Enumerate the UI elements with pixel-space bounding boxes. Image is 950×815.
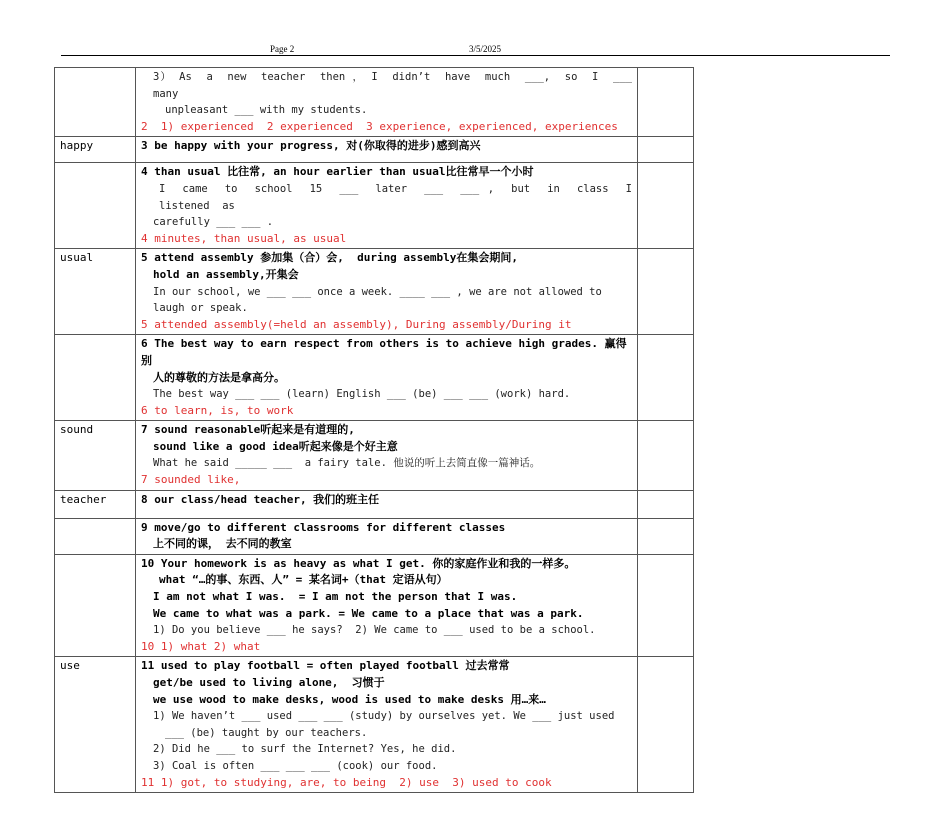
exercise-line: What he said _____ ___ a fairy tale. 他说的听上去简直像一篇神话。 [153,457,541,470]
answer-line: 2 1) experienced 2 experienced 3 experience, experienced, experiences [141,119,618,133]
phrase-line: get/be used to living alone, 习惯于 [153,676,385,689]
exercise-line: 1) Do you believe ___ he says? 2) We came to ___ used to be a school. [153,624,596,637]
word-cell: sound [55,421,136,490]
vocabulary-table [54,67,694,793]
phrase-line: 4 than usual 比往常, an hour earlier than usual比往常早一个小时 [141,165,534,179]
phrase-line: 6 The best way to earn respect from others is to achieve high grades. 赢得别 [141,337,627,367]
phrase-line: 11 used to play football = often played football 过去常常 [141,659,510,673]
phrase-line: what “…的事、东西、人” = 某名词+（that 定语从句） [159,573,448,587]
exercise-line: unpleasant ___ with my students. [165,104,368,117]
word-cell [55,335,136,421]
exercise-line: 1) We haven’t ___ used ___ ___ (study) by ourselves yet. We ___ just used [153,710,615,723]
answer-line: 4 minutes, than usual, as usual [141,231,347,245]
phrase-line: hold an assembly,开集会 [153,267,299,281]
phrase-line: 5 attend assembly 参加集（合）会, during assembly在集会期间, [141,251,519,265]
exercise-line: The best way ___ ___ (learn) English ___ (be) ___ ___ (work) hard. [153,388,571,401]
content-cell [136,518,638,554]
content-cell [136,163,645,249]
phrase-line: we use wood to make desks, wood is used to make desks 用…来… [153,692,546,706]
note-cell [638,518,694,554]
word-cell: usual [55,249,136,335]
table-row [55,490,694,518]
answer-line: 10 1) what 2) what [141,639,261,653]
content-cell [136,421,638,490]
phrase-line: I am not what I was. = I am not the person that I was. [153,590,518,604]
table-row [55,554,694,657]
word-cell: teacher [55,490,136,518]
word-cell: happy [55,137,136,163]
note-cell [638,249,694,335]
header-date: 3/5/2025 [469,44,502,54]
content-cell [136,554,638,657]
word-cell: use [55,657,136,793]
content-cell [136,335,638,421]
exercise-line: 3) Coal is often ___ ___ ___ (cook) our food. [153,759,438,772]
note-cell [638,137,694,163]
table-row [55,163,694,249]
word-cell [55,68,136,137]
page-number: Page 2 [270,44,295,54]
table-row [55,421,694,490]
note-cell [638,657,694,793]
phrase-line: 8 our class/head teacher, 我们的班主任 [141,492,380,506]
table-row [55,137,694,163]
note-cell [638,335,694,421]
phrase-line: 上不同的课， 去不同的教室 [153,537,292,551]
answer-line: 7 sounded like, [141,473,241,487]
answer-line: 11 1) got, to studying, are, to being 2) use 3) used to cook [141,775,552,789]
table-row [55,335,694,421]
word-cell [55,554,136,657]
phrase-line: sound like a good idea听起来像是个好主意 [153,439,398,453]
word-cell [55,518,136,554]
note-cell [638,163,694,249]
table-row [55,657,694,793]
exercise-line: I came to school 15 ___ later ___ ___ , but in class I listened as [159,182,645,212]
phrase-line: 人的尊敬的方法是拿高分。 [153,370,285,384]
note-cell [638,490,694,518]
phrase-line: 3 be happy with your progress, 对(你取得的进步)感到高兴 [141,139,481,153]
phrase-line: 9 move/go to different classrooms for different classes [141,520,506,534]
phrase-line: 7 sound reasonable听起来是有道理的, [141,423,355,437]
content-cell [136,657,638,793]
answer-line: 5 attended assembly(=held an assembly), During assembly/During it [141,317,572,331]
note-cell [638,421,694,490]
table-row [55,68,694,137]
content-cell [136,490,638,518]
content-cell [136,249,638,335]
word-cell [55,163,136,249]
answer-line: 6 to learn, is, to work [141,403,294,417]
exercise-line: 3） As a new teacher then ， I didn’t have much ___, so I ___ many [153,71,645,100]
table-row [55,249,694,335]
exercise-line: ___ (be) taught by our teachers. [165,726,368,739]
phrase-line: We came to what was a park. = We came to a place that was a park. [153,606,584,620]
header-rule [61,55,890,56]
exercise-line: carefully ___ ___ . [153,216,274,229]
phrase-line: 10 Your homework is as heavy as what I get. 你的家庭作业和我的一样多。 [141,556,576,570]
note-cell [638,68,694,137]
content-cell [136,68,645,137]
exercise-line: 2) Did he ___ to surf the Internet? Yes, he did. [153,743,457,756]
exercise-line: In our school, we ___ ___ once a week. ____ ___ , we are not allowed to [153,285,602,298]
content-cell [136,137,638,163]
note-cell [638,554,694,657]
exercise-line: laugh or speak. [153,302,248,315]
table-row [55,518,694,554]
